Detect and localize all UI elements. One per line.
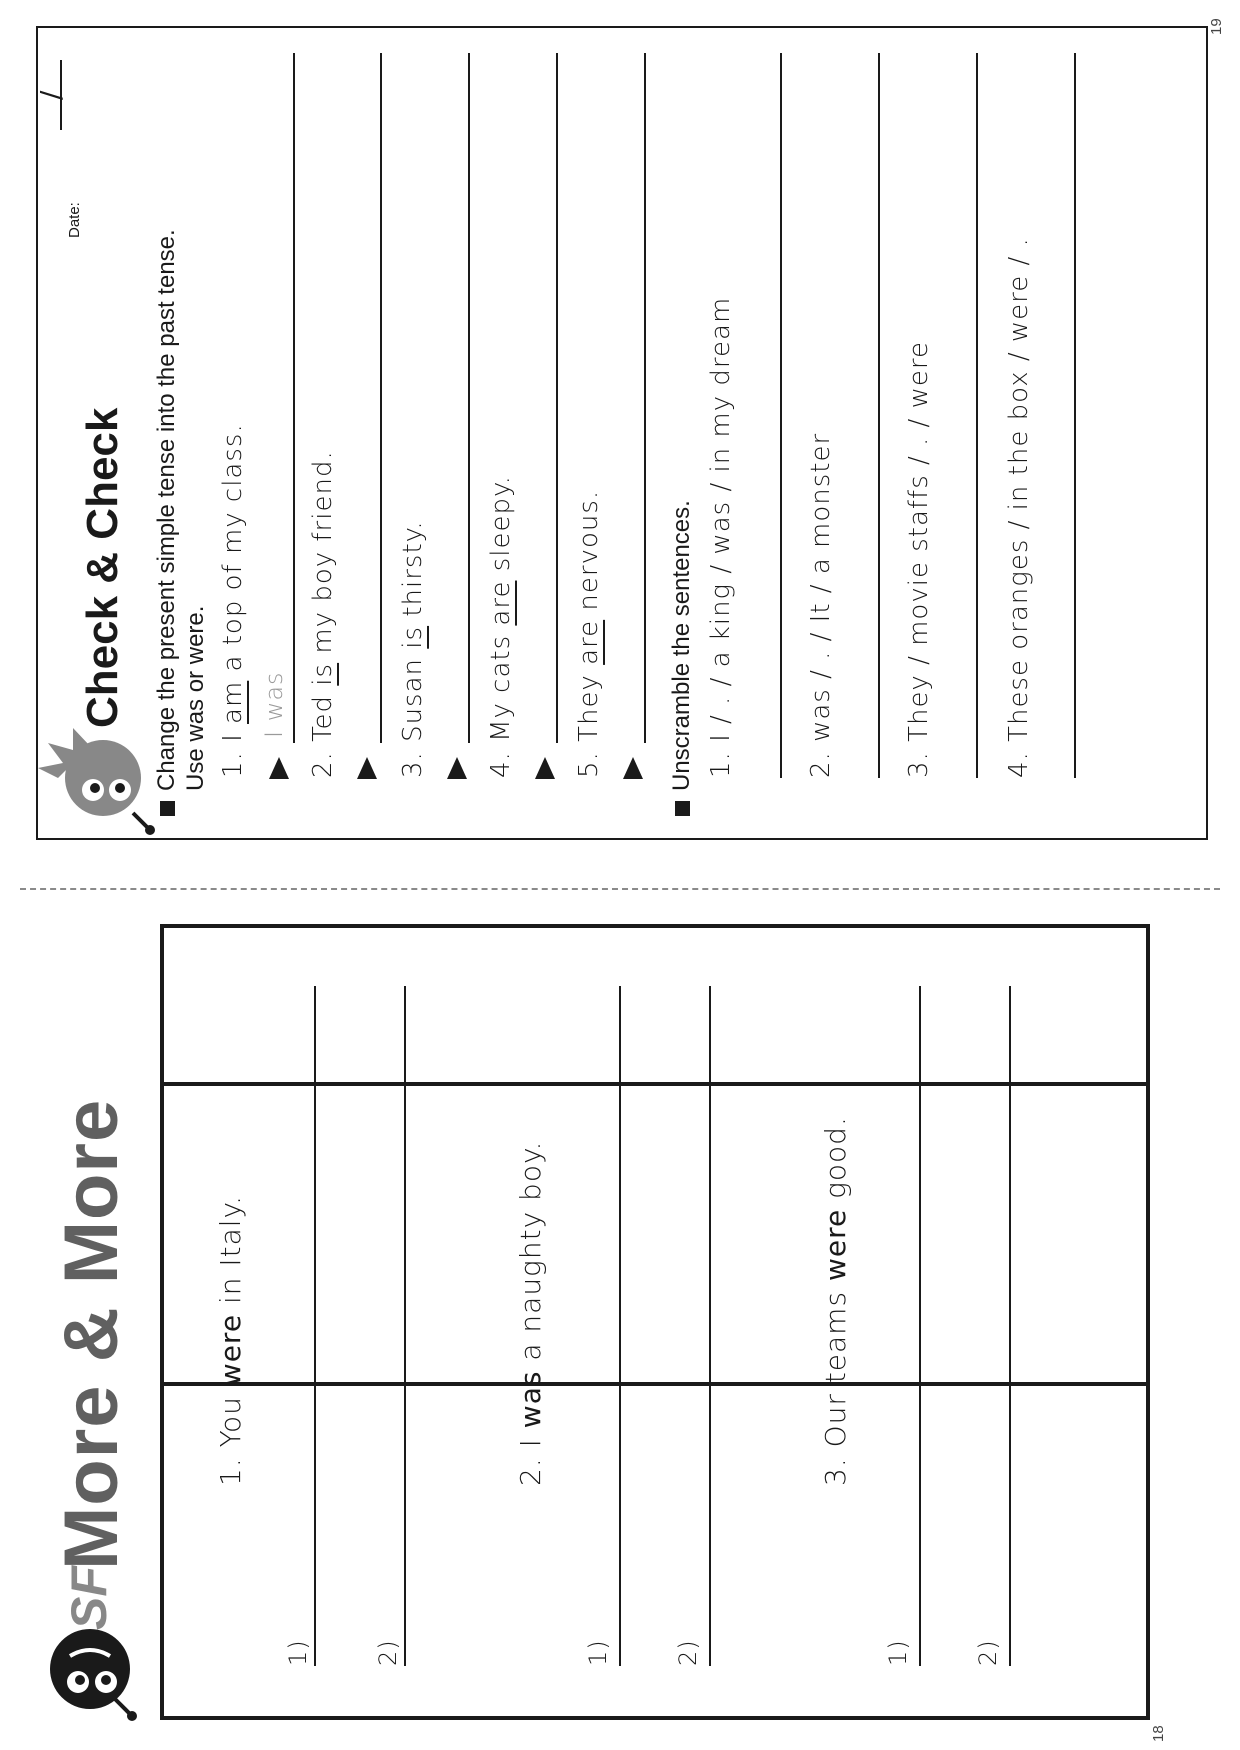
section-1-instruction-2: Use was or were.: [182, 605, 209, 791]
exercise-box: [160, 924, 1150, 1720]
fold-line: [20, 888, 1220, 890]
exercise-2-sentence: 2. I was a naughty boy.: [514, 1140, 547, 1486]
answer-line[interactable]: [976, 53, 978, 778]
answer-line[interactable]: [619, 986, 621, 1666]
bullet-square-icon: [160, 801, 175, 816]
arrow-icon: [535, 757, 555, 779]
right-page-number: 19: [1208, 18, 1225, 35]
answer-line[interactable]: [556, 53, 558, 743]
left-page-title: More & More: [49, 1098, 134, 1570]
mascot-spiky-icon: [38, 728, 158, 838]
left-page-number: 18: [1150, 1725, 1167, 1742]
box-divider: [164, 1082, 1146, 1086]
tense-item-1-answer: I was: [260, 671, 288, 738]
unscramble-item-4: 4. These oranges / in the box / were / .: [1004, 237, 1034, 778]
date-slash: /: [34, 90, 67, 100]
logo-text: SF: [61, 1566, 117, 1630]
answer-line[interactable]: [1009, 986, 1011, 1666]
unscramble-item-2: 2. was / . / It / a monster: [806, 432, 836, 778]
exercise-1-sentence: 1. You were in Italy.: [214, 1194, 247, 1486]
unscramble-item-1: 1. I / . / a king / was / in my dream: [706, 296, 736, 778]
answer-line[interactable]: [644, 53, 646, 743]
arrow-icon: [623, 757, 643, 779]
exercise-3-line-2-label: 2): [974, 1639, 1002, 1666]
unscramble-item-3: 3. They / movie staffs / . / were: [904, 341, 934, 778]
right-page-title: Check & Check: [78, 407, 127, 728]
tense-item-3: 3. Susan is thirsty.: [398, 520, 428, 778]
answer-line[interactable]: [404, 986, 406, 1666]
mascot-icon: [30, 1614, 140, 1724]
arrow-icon: [357, 757, 377, 779]
arrow-icon: [447, 757, 467, 779]
exercise-2-line-1-label: 1): [584, 1639, 612, 1666]
answer-line[interactable]: [293, 53, 295, 743]
tense-item-2: 2. Ted is my boy friend.: [308, 450, 338, 778]
answer-line[interactable]: [1074, 53, 1076, 778]
arrow-icon: [269, 757, 289, 779]
exercise-1-line-2-label: 2): [374, 1639, 402, 1666]
answer-line[interactable]: [468, 53, 470, 743]
section-1-instruction: Change the present simple tense into the past tense.: [153, 229, 181, 816]
answer-line[interactable]: [709, 986, 711, 1666]
exercise-3-line-1-label: 1): [884, 1639, 912, 1666]
tense-item-4: 4. My cats are sleepy.: [486, 475, 516, 778]
answer-line[interactable]: [380, 53, 382, 743]
tense-item-1: 1. I am a top of my class.: [218, 423, 248, 778]
box-divider: [164, 1382, 1146, 1386]
exercise-3-sentence: 3. Our teams were good.: [819, 1116, 852, 1486]
bullet-square-icon: [675, 801, 690, 816]
exercise-2-line-2-label: 2): [674, 1639, 702, 1666]
section-2-instruction: Unscramble the sentences.: [668, 500, 696, 816]
answer-line[interactable]: [780, 53, 782, 778]
answer-line[interactable]: [878, 53, 880, 778]
answer-line[interactable]: [314, 986, 316, 1666]
exercise-1-line-1-label: 1): [284, 1639, 312, 1666]
date-label: Date:: [66, 202, 83, 238]
answer-line[interactable]: [919, 986, 921, 1666]
tense-item-5: 5. They are nervous.: [574, 489, 604, 778]
check-panel: [36, 26, 1208, 840]
